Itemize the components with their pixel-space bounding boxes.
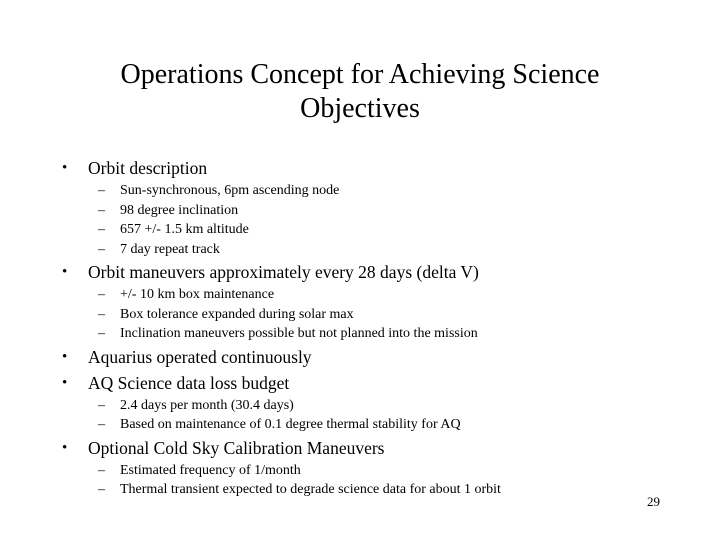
bullet-dot-icon: • [62,348,68,365]
sub-bullet-item [0,201,720,221]
sub-bullet-item [0,396,720,416]
dash-icon: – [98,202,105,218]
sub-bullet-text: 2.4 days per month (30.4 days) [120,397,294,413]
bullet-item [0,344,720,370]
dash-icon: – [98,287,105,302]
bullet-dot-icon: • [62,160,68,176]
sub-bullet-text: Inclination maneuvers possible but not planned into the mission [120,326,478,341]
dash-icon: – [98,482,105,497]
sub-bullet-text: Box tolerance expanded during solar max [120,306,354,322]
dash-icon: – [98,222,105,237]
bullet-item [0,155,720,181]
sub-bullet-text: 657 +/- 1.5 km altitude [120,222,249,237]
bullet-list [0,155,720,500]
sub-bullet-item [0,305,720,325]
page-number: 29 [647,494,660,509]
sub-bullet-item [0,324,720,344]
bullet-dot-icon: • [62,264,68,280]
sub-bullet-item [0,415,720,435]
sub-bullet-text: Thermal transient expected to degrade science data for about 1 orbit [120,482,501,497]
dash-icon: – [98,326,105,341]
dash-icon: – [98,397,105,413]
bullet-text: Orbit maneuvers approximately every 28 days (delta V) [88,262,479,282]
sub-bullet-text: Sun-synchronous, 6pm ascending node [120,183,340,198]
bullet-text: Orbit description [88,158,208,178]
dash-icon: – [98,417,105,432]
dash-icon: – [98,183,105,198]
bullet-item [0,259,720,285]
bullet-dot-icon: • [62,439,68,456]
sub-bullet-text: 7 day repeat track [120,241,220,257]
bullet-item [0,370,720,396]
sub-bullet-text: 98 degree inclination [120,202,239,218]
bullet-dot-icon: • [62,374,68,391]
sub-bullet-item [0,220,720,240]
sub-bullet-item [0,461,720,481]
dash-icon: – [98,241,105,257]
bullet-text: AQ Science data loss budget [88,372,290,393]
sub-bullet-text: +/- 10 km box maintenance [120,287,275,302]
dash-icon: – [98,462,105,478]
sub-bullet-item [0,181,720,201]
sub-bullet-item [0,285,720,305]
dash-icon: – [98,306,105,322]
sub-bullet-item [0,240,720,260]
bullet-text: Aquarius operated continuously [88,346,312,367]
slide-title [40,58,680,126]
sub-bullet-text: Estimated frequency of 1/month [120,462,301,478]
bullet-text: Optional Cold Sky Calibration Maneuvers [88,437,385,458]
sub-bullet-item [0,480,720,500]
slide-title-line-1: Operations Concept for Achieving Science [120,59,600,90]
slide-title-line-2: Objectives [300,93,420,124]
sub-bullet-text: Based on maintenance of 0.1 degree thermal stability for AQ [120,417,461,432]
bullet-item [0,435,720,461]
